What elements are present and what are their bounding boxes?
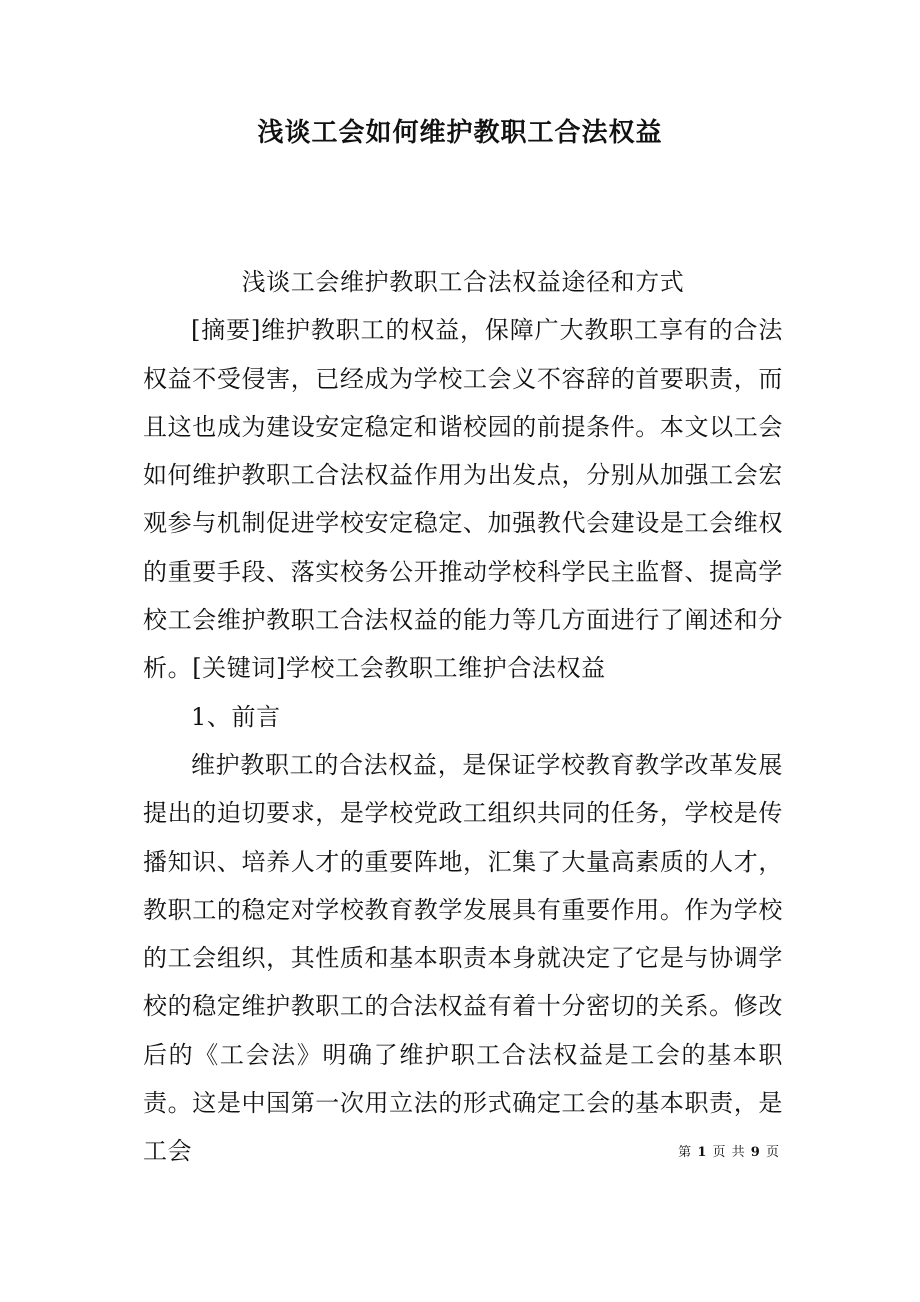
footer-prefix: 第 <box>678 1145 693 1160</box>
footer-page-number: 1 <box>697 1145 708 1160</box>
page-footer <box>678 1141 780 1160</box>
footer-suffix: 页 <box>765 1145 780 1160</box>
footer-middle: 页 共 <box>712 1145 746 1160</box>
document-title: 浅谈工会如何维护教职工合法权益 <box>257 118 663 148</box>
body-paragraph: 维护教职工的合法权益，是保证学校教育教学改革发展提出的迫切要求，是学校党政工组织共同的任务，学校是传播知识、培养人才的重要阵地，汇集了大量高素质的人才，教职工的稳定对学校教育教学发展具有重要作用。作为学校的工会组织，其性质和基本职责本身就决定了它是与协调学校的稳定维护教职工的合法权益有着十分密切的关系。修改后的《工会法》明确了维护职工合法权益是工会的基本职责。这是中国第一次用立法的形式确定工会的基本职责，是工会 <box>143 750 783 1166</box>
abstract-paragraph: [摘要]维护教职工的权益，保障广大教职工享有的合法权益不受侵害，已经成为学校工会义不容辞的首要职责，而且这也成为建设安定稳定和谐校园的前提条件。本文以工会如何维护教职工合法权益作用为出发点，分别从加强工会宏观参与机制促进学校安定稳定、加强教代会建设是工会维权的重要手段、落实校务公开推动学校科学民主监督、提高学校工会维护教职工合法权益的能力等几方面进行了阐述和分析。[关键词]学校工会教职工维护合法权益 <box>143 316 783 683</box>
document-subtitle: 浅谈工会维护教职工合法权益途径和方式 <box>241 268 685 296</box>
document-body <box>143 258 783 1176</box>
section-heading-preface: 1、前言 <box>191 702 281 731</box>
footer-total-pages: 9 <box>750 1145 761 1160</box>
